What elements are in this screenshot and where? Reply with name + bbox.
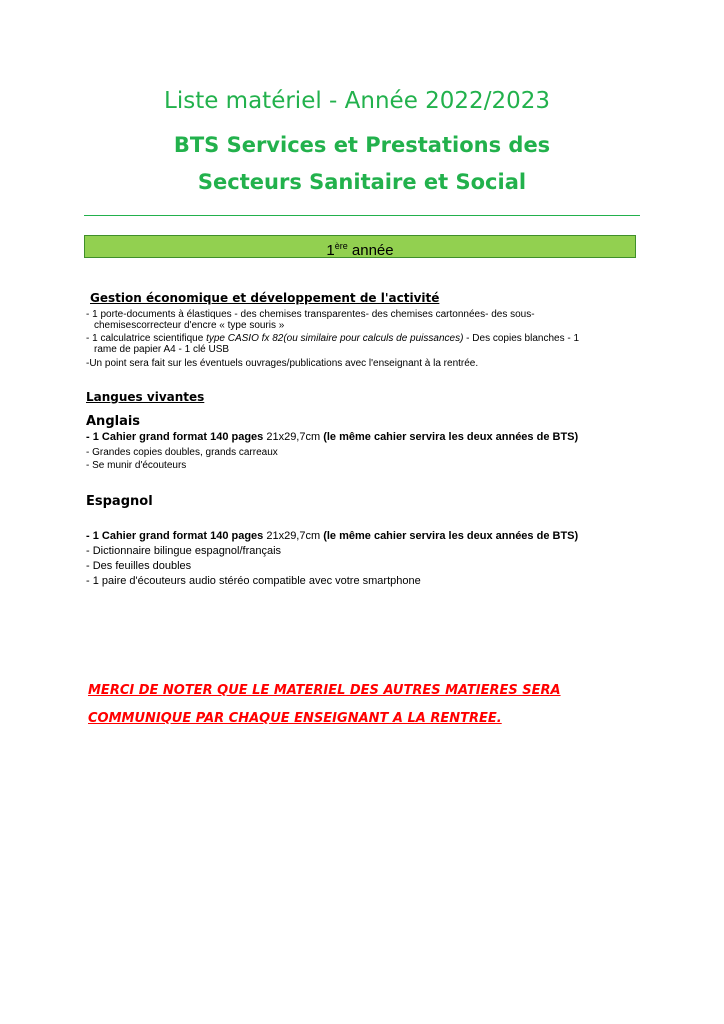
list-item (86, 531, 636, 542)
list-item: - Des feuilles doubles (86, 560, 192, 572)
doc-subtitle-1: BTS Services et Prestations des (173, 133, 551, 157)
doc-title: Liste matériel - Année 2022/2023 (164, 88, 550, 114)
text: - 1 Cahier grand format 140 pages (86, 530, 264, 542)
subheading-anglais: Anglais (86, 414, 141, 429)
text: - 1 Cahier grand format 140 pages (86, 431, 264, 443)
text: 21x29,7cm (263, 431, 324, 443)
text: (le même cahier servira les deux années de BTS) (323, 431, 579, 443)
section-heading-langues: Langues vivantes (86, 390, 205, 404)
list-item: - 1 paire d'écouteurs audio stéréo compatible avec votre smartphone (86, 575, 421, 587)
list-item: - Dictionnaire bilingue espagnol/français (86, 545, 282, 557)
list-item: - 1 porte-documents à élastiques - des chemises transparentes- des chemises cartonnées- des sous- (86, 309, 535, 320)
section-heading-gestion: Gestion économique et développement de l'activité (90, 291, 440, 305)
text: - Des copies blanches - 1 (463, 333, 580, 344)
list-item: -Un point sera fait sur les éventuels ouvrages/publications avec l'enseignant à la rentrée. (86, 358, 479, 369)
text: (le même cahier servira les deux années de BTS) (323, 530, 579, 542)
doc-subtitle-2: Secteurs Sanitaire et Social (197, 170, 527, 194)
list-item (86, 333, 636, 344)
list-item: chemisescorrecteur d'encre « type souris » (94, 320, 285, 331)
list-item: - Grandes copies doubles, grands carreaux (86, 447, 278, 458)
divider (84, 215, 640, 216)
notice-line-1: MERCI DE NOTER QUE LE MATERIEL DES AUTRES MATIERES SERA (88, 683, 561, 698)
year-sup: ère (334, 241, 348, 251)
notice-line-2: COMMUNIQUE PAR CHAQUE ENSEIGNANT A LA RENTREE. (88, 711, 502, 726)
year-num: 1 (326, 242, 335, 259)
list-item: - Se munir d'écouteurs (86, 460, 187, 471)
subheading-espagnol: Espagnol (86, 494, 153, 509)
calculator-model: type CASIO fx 82(ou similaire pour calculs de puissances) (206, 333, 464, 344)
list-item: rame de papier A4 - 1 clé USB (94, 344, 230, 355)
year-label: année (347, 242, 394, 259)
list-item (86, 432, 636, 443)
text: - 1 calculatrice scientifique (86, 333, 207, 344)
text: 21x29,7cm (263, 530, 324, 542)
year-banner (84, 235, 636, 258)
